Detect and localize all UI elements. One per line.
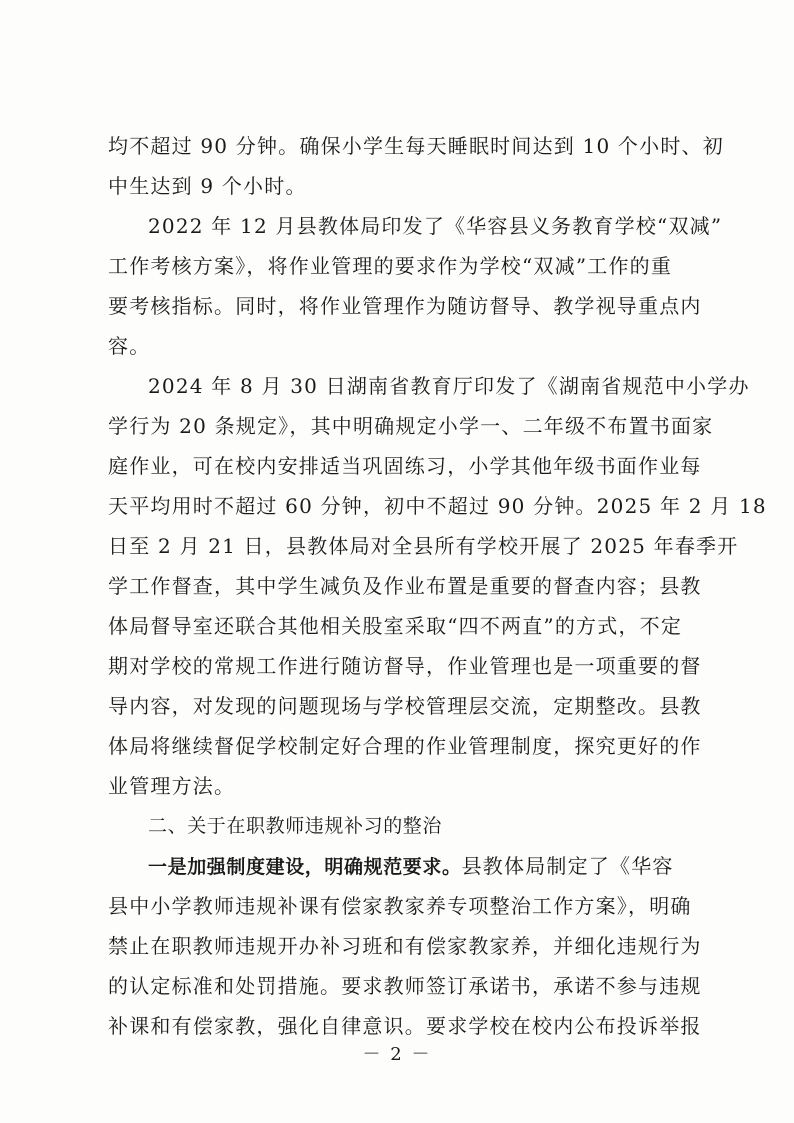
paragraph-line: 均不超过 90 分钟。确保小学生每天睡眠时间达到 10 个小时、初 [108, 134, 724, 158]
paragraph-line: 县中小学教师违规补课有偿家教家养专项整治工作方案》，明确 [108, 894, 692, 918]
paragraph-line: 体局将继续督促学校制定好合理的作业管理制度，探究更好的作 [108, 734, 702, 758]
paragraph-line: 业管理方法。 [108, 774, 236, 798]
paragraph-line: 禁止在职教师违规开办补习班和有偿家教家养，并细化违规行为 [108, 934, 702, 958]
paragraph-line: 天平均用时不超过 60 分钟，初中不超过 90 分钟。2025 年 2 月 18 [108, 494, 767, 518]
paragraph-line: 学工作督查，其中学生减负及作业布置是重要的督查内容；县教 [108, 574, 702, 598]
paragraph-line: 导内容，对发现的问题现场与学校管理层交流，定期整改。县教 [108, 694, 702, 718]
paragraph-line: 中生达到 9 个小时。 [108, 174, 307, 198]
paragraph-line: 的认定标准和处罚措施。要求教师签订承诺书，承诺不参与违规 [108, 974, 702, 998]
paragraph-line: 补课和有偿家教，强化自律意识。要求学校在校内公布投诉举报 [108, 1014, 702, 1038]
paragraph-line: 2022 年 12 月县教体局印发了《华容县义务教育学校“双减” [148, 214, 723, 238]
paragraph-first-line [148, 846, 688, 886]
page-number: － 2 － [362, 1044, 432, 1065]
paragraph-line: 工作考核方案》，将作业管理的要求作为学校“双减”工作的重 [108, 254, 673, 278]
paragraph-line: 庭作业，可在校内安排适当巩固练习，小学其他年级书面作业每 [108, 454, 702, 478]
paragraph-line: 期对学校的常规工作进行随访督导，作业管理也是一项重要的督 [108, 654, 702, 678]
paragraph-line: 容。 [108, 334, 151, 358]
paragraph-line: 学行为 20 条规定》，其中明确规定小学一、二年级不布置书面家 [108, 414, 714, 438]
paragraph-lead-bold: 一是加强制度建设，明确规范要求。 [148, 856, 462, 878]
paragraph-line: 体局督导室还联合其他相关股室采取“四不两直”的方式，不定 [108, 614, 683, 638]
paragraph-line: 要考核指标。同时，将作业管理作为随访督导、教学视导重点内 [108, 294, 702, 318]
paragraph-line: 2024 年 8 月 30 日湖南省教育厅印发了《湖南省规范中小学办 [148, 374, 750, 398]
section-heading: 二、关于在职教师违规补习的整治 [148, 815, 443, 837]
paragraph-line: 日至 2 月 21 日，县教体局对全县所有学校开展了 2025 年春季开 [108, 534, 739, 558]
paragraph-lead-rest: 县教体局制定了《华容 [461, 854, 674, 878]
